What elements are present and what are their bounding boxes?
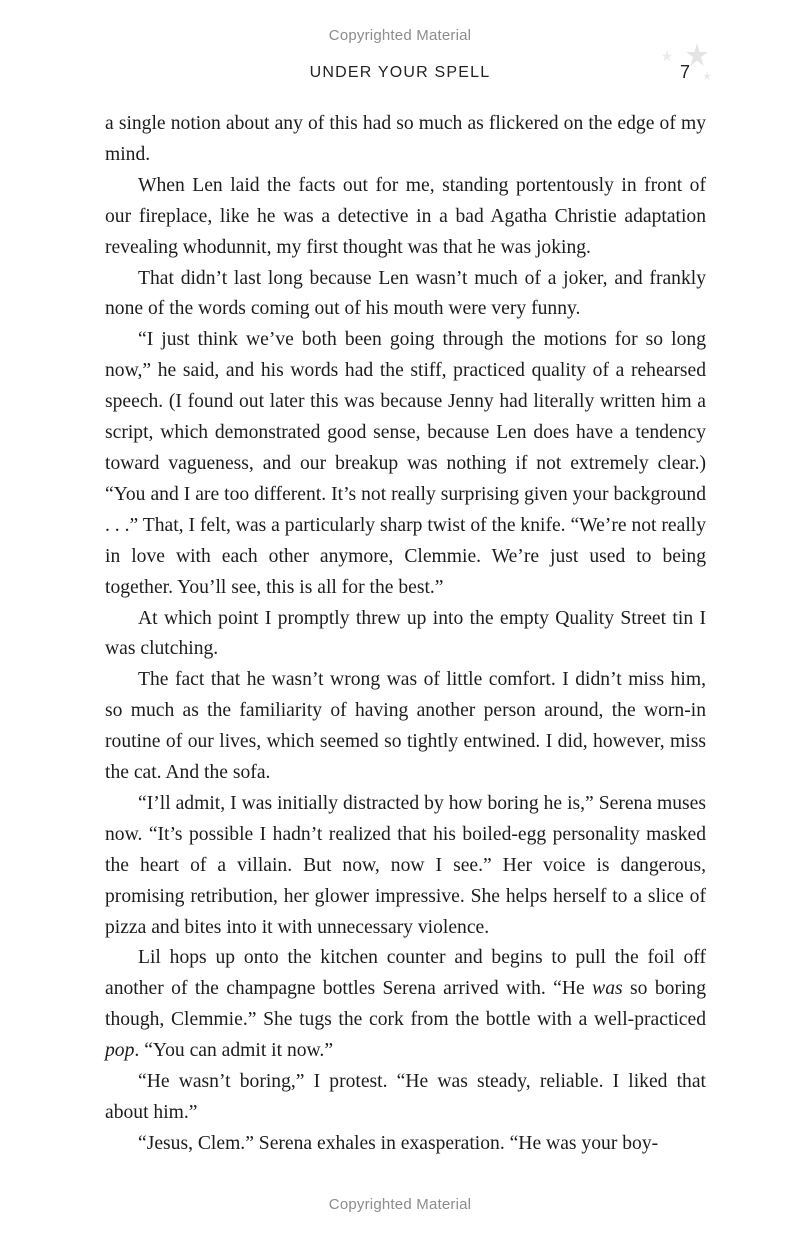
paragraph bbox=[105, 943, 706, 1067]
star-tiny bbox=[703, 72, 711, 80]
text-run: When Len laid the facts out for me, standing portentously in front of our fireplace, like he was a detective in a bad Agatha Christie adaptation revealing whodunnit, my first thought was that he was joking. bbox=[105, 174, 706, 258]
text-run: “Jesus, Clem.” Serena exhales in exasperation. “He was your boy- bbox=[138, 1132, 659, 1154]
text-run: . “You can admit it now.” bbox=[134, 1040, 334, 1062]
italic-text: was bbox=[592, 978, 623, 1000]
paragraph bbox=[105, 171, 706, 264]
text-run: a single notion about any of this had so much as flickered on the edge of my mind. bbox=[105, 113, 706, 165]
paragraph bbox=[105, 264, 706, 326]
body-text bbox=[105, 109, 706, 1160]
text-run: “I just think we’ve both been going through the motions for so long now,” he said, and his words had the stiff, practiced quality of a rehearsed speech. (I found out later this was because Jenny had literally written him a script, which demonstrated good sense, because Len does have a tendency toward vagueness, and our breakup was nothing if not extremely clear.) “You and I are too different. It’s not really surprising given your background . . .” That, I felt, was a particularly sharp twist of the knife. “We’re not really in love with each other anymore, Clemmie. We’re just used to being together. You’ll see, this is all for the best.” bbox=[105, 329, 706, 598]
paragraph bbox=[105, 109, 706, 171]
text-run: “I’ll admit, I was initially distracted by how boring he is,” Serena muses now. “It’s possible I hadn’t realized that his boiled-egg personality masked the heart of a villain. But now, now I see.” Her voice is dangerous, promising retribution, her glower impressive. She helps herself to a slice of pizza and bites into it with unnecessary violence. bbox=[105, 792, 706, 938]
copyright-notice-top: Copyrighted Material bbox=[328, 27, 472, 44]
running-header-title: UNDER YOUR SPELL bbox=[309, 64, 491, 81]
paragraph bbox=[105, 604, 706, 666]
page-number: 7 bbox=[680, 62, 691, 82]
text-run: The fact that he wasn’t wrong was of little comfort. I didn’t miss him, so much as the familiarity of having another person around, the worn-in routine of our lives, which seemed so tightly entwined. I did, however, miss the cat. And the sofa. bbox=[105, 669, 706, 784]
paragraph bbox=[105, 1129, 706, 1160]
text-run: At which point I promptly threw up into the empty Quality Street tin I was clutching. bbox=[105, 607, 706, 660]
text-run: Lil hops up onto the kitchen counter and begins to pull the foil off another of the champagne bottles Serena arrived with. “He bbox=[105, 947, 706, 1000]
text-run: “He wasn’t boring,” I protest. “He was steady, reliable. I liked that about him.” bbox=[105, 1071, 706, 1123]
text-run: so boring though, Clemmie.” She tugs the cork from the bottle with a well-practiced bbox=[105, 978, 706, 1031]
text-run: That didn’t last long because Len wasn’t much of a joker, and frankly none of the words coming out of his mouth were very funny. bbox=[105, 267, 706, 320]
paragraph bbox=[105, 1067, 706, 1129]
paragraph bbox=[105, 789, 706, 944]
copyright-notice-bottom: Copyrighted Material bbox=[328, 1196, 472, 1213]
star-small bbox=[662, 50, 673, 62]
italic-text: pop bbox=[105, 1040, 135, 1062]
paragraph bbox=[105, 325, 706, 603]
paragraph bbox=[105, 665, 706, 789]
